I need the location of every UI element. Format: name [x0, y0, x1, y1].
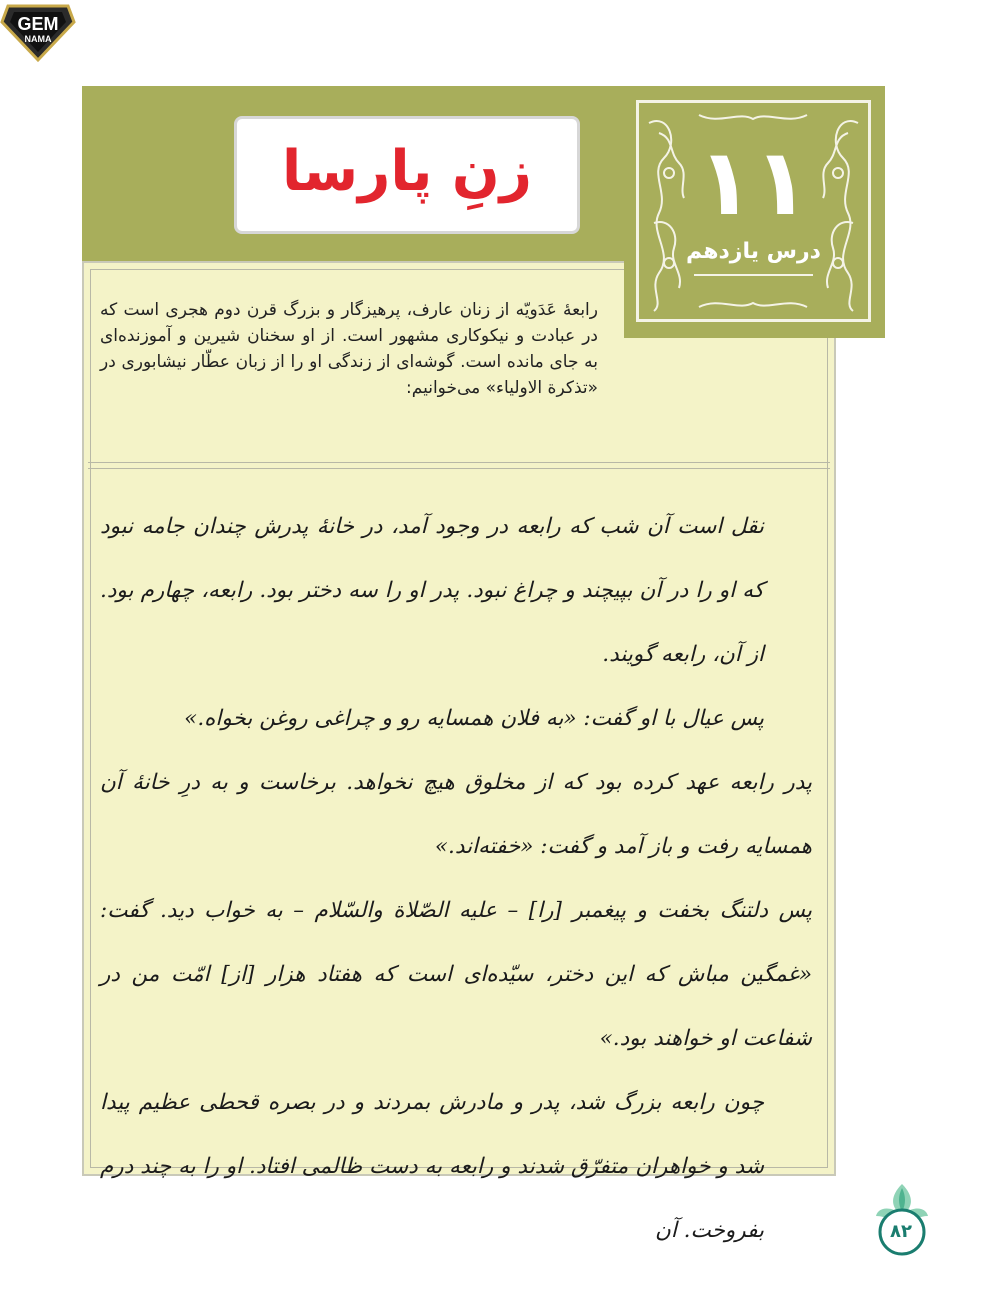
logo-text-gem: GEM	[17, 14, 59, 34]
title-card	[234, 116, 580, 234]
story-paragraph-4: پس دلتنگ بخفت و پیغمبر [را] – علیه الصّلاة والسّلام – به خواب دید. گفت: «غمگین مباش که این دختر، سیّده‌ای است که هفتاد هزار [از] امّت من در شفاعت او خواهند بود.»	[100, 898, 812, 1051]
story-paragraph-5: چون رابعه بزرگ شد، پدر و مادرش بمردند و در بصره قحطی عظیم پیدا شد و خواهران متفرّق شدند و رابعه به دست ظالمی افتاد. او را به چند درم بفروخت. آن	[100, 1090, 764, 1243]
lesson-number-ornament-frame	[636, 100, 871, 322]
gemnama-logo	[0, 0, 76, 64]
lesson-number-box	[624, 86, 885, 338]
section-divider-top	[88, 462, 830, 463]
intro-paragraph: رابعهٔ عَدَویّه از زنان عارف، پرهیزگار و بزرگ قرن دوم هجری است که در عبادت و نیکوکاری مشهور است. از او سخنان شیرین و آموزنده‌ای به جای مانده است. گوشه‌ای از زندگی او را از زبان عطّار نیشابوری در «تذکرة الاولیاء» می‌خوانیم:	[100, 300, 598, 398]
lesson-number: ۱۱	[697, 129, 810, 236]
lesson-label: درس یازدهم	[686, 239, 821, 264]
section-divider-bottom	[88, 468, 830, 469]
story-paragraph-2: پس عیال با او گفت: «به فلان همسایه رو و چراغی روغن بخواه.»	[184, 706, 764, 731]
story-text	[100, 495, 812, 1263]
story-paragraph-3: پدر رابعه عهد کرده بود که از مخلوق هیچ نخواهد. برخاست و به درِ خانهٔ آن همسایه رفت و باز آمد و گفت: «خفته‌اند.»	[100, 770, 812, 859]
logo-text-nama: NAMA	[24, 34, 52, 44]
lesson-title: زنِ پارسا	[282, 139, 532, 204]
story-paragraph-1: نقل است آن شب که رابعه در وجود آمد، در خانهٔ پدرش چندان جامه نبود که او را در آن بپیچند و چراغ نبود. پدر او را سه دختر بود. رابعه، چهارم بود. از آن، رابعه گویند.	[100, 514, 764, 667]
page-number: ۸۲	[890, 1221, 912, 1242]
